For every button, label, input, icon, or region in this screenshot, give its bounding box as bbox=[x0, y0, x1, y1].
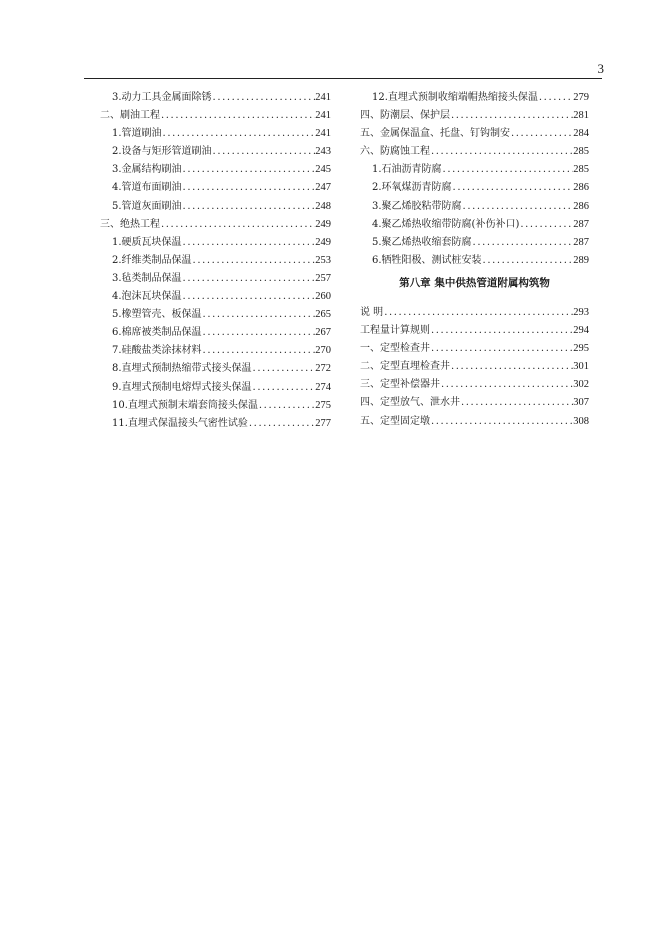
toc-entry[interactable] bbox=[100, 197, 331, 215]
toc-entry[interactable] bbox=[360, 88, 589, 106]
toc-entry-title: 1.硬质瓦块保温 bbox=[112, 236, 182, 248]
toc-entry[interactable] bbox=[100, 124, 331, 142]
toc-entry[interactable] bbox=[100, 215, 331, 233]
toc-leader-dots bbox=[182, 273, 316, 284]
toc-entry[interactable] bbox=[100, 233, 331, 251]
toc-entry-title: 二、刷油工程 bbox=[100, 110, 160, 122]
toc-entry[interactable] bbox=[360, 375, 589, 393]
toc-entry[interactable] bbox=[100, 106, 331, 124]
toc-entry-title: 4.泡沫瓦块保温 bbox=[112, 291, 182, 303]
toc-leader-dots bbox=[202, 327, 316, 338]
toc-leader-dots bbox=[252, 382, 316, 393]
toc-entry-page: 241 bbox=[315, 92, 331, 103]
toc-entry-page: 279 bbox=[573, 92, 589, 103]
toc-entry[interactable] bbox=[360, 339, 589, 357]
toc-leader-dots bbox=[519, 219, 573, 230]
toc-entry-page: 245 bbox=[315, 164, 331, 176]
toc-entry-page: 293 bbox=[573, 306, 589, 318]
toc-entry[interactable] bbox=[100, 414, 331, 432]
toc-entry-page: 249 bbox=[315, 236, 331, 248]
toc-entry-page: 307 bbox=[573, 397, 589, 409]
toc-entry-page: 308 bbox=[573, 415, 589, 427]
toc-entry-title: 3.动力工具金属面除锈 bbox=[112, 92, 212, 103]
toc-entry-title: 六、防腐蚀工程 bbox=[360, 146, 430, 158]
toc-entry-title: 5.管道灰面刷油 bbox=[112, 200, 182, 212]
toc-entry-title: 四、定型放气、泄水井 bbox=[360, 397, 460, 409]
toc-leader-dots bbox=[383, 307, 573, 318]
toc-entry-title: 6.牺牲阳极、测试桩安装 bbox=[372, 254, 482, 266]
toc-entry-page: 295 bbox=[573, 343, 589, 355]
toc-entry[interactable] bbox=[100, 396, 331, 414]
toc-leader-dots bbox=[450, 110, 573, 121]
toc-entry-page: 286 bbox=[573, 200, 589, 212]
toc-entry-page: 287 bbox=[573, 218, 589, 230]
toc-entry[interactable] bbox=[100, 269, 331, 287]
toc-entry-page: 265 bbox=[315, 309, 331, 321]
toc-entry[interactable] bbox=[100, 178, 331, 196]
toc-entry-page: 287 bbox=[573, 236, 589, 248]
toc-entry-page: 267 bbox=[315, 327, 331, 339]
toc-leader-dots bbox=[182, 291, 316, 302]
toc-leader-dots bbox=[252, 363, 316, 374]
toc-right-column bbox=[360, 88, 589, 430]
toc-leader-dots bbox=[248, 418, 315, 429]
toc-entry[interactable] bbox=[100, 305, 331, 323]
toc-leader-dots bbox=[182, 201, 316, 212]
toc-leader-dots bbox=[202, 309, 316, 320]
toc-leader-dots bbox=[182, 182, 316, 193]
toc-entry-page: 249 bbox=[315, 218, 331, 230]
toc-entry-title: 5.橡塑管壳、板保温 bbox=[112, 309, 202, 321]
toc-entry-title: 3.金属结构刷油 bbox=[112, 164, 182, 176]
toc-entry-page: 270 bbox=[315, 345, 331, 357]
toc-right-bottom-list bbox=[360, 303, 589, 430]
toc-leader-dots bbox=[192, 255, 316, 266]
toc-entry-title: 12.直埋式预制收缩端帽热缩接头保温 bbox=[372, 92, 538, 103]
toc-entry[interactable] bbox=[100, 251, 331, 269]
toc-entry-title: 三、绝热工程 bbox=[100, 218, 160, 230]
toc-entry-title: 7.硅酸盐类涂抹材料 bbox=[112, 345, 202, 357]
toc-entry-title: 三、定型补偿器井 bbox=[360, 379, 440, 391]
toc-entry-title: 2.环氧煤沥青防腐 bbox=[372, 182, 452, 194]
toc-entry[interactable] bbox=[100, 142, 331, 160]
toc-leader-dots bbox=[182, 164, 316, 175]
toc-entry-page: 253 bbox=[315, 254, 331, 266]
toc-leader-dots bbox=[182, 237, 316, 248]
toc-entry[interactable] bbox=[100, 287, 331, 305]
toc-entry-title: 说 明 bbox=[360, 306, 384, 318]
toc-entry-page: 281 bbox=[573, 110, 589, 122]
toc-entry[interactable] bbox=[360, 215, 589, 233]
toc-entry-title: 11.直埋式保温接头气密性试验 bbox=[112, 417, 248, 429]
toc-leader-dots bbox=[472, 237, 574, 248]
toc-entry-page: 286 bbox=[573, 182, 589, 194]
toc-entry[interactable] bbox=[360, 106, 589, 124]
header-rule bbox=[84, 78, 602, 79]
toc-leader-dots bbox=[430, 416, 573, 427]
toc-entry[interactable] bbox=[360, 197, 589, 215]
toc-entry-title: 8.直埋式预制热缩带式接头保温 bbox=[112, 363, 252, 375]
toc-entry-page: 241 bbox=[315, 110, 331, 122]
toc-entry[interactable] bbox=[360, 233, 589, 251]
toc-entry-title: 5.聚乙烯热收缩套防腐 bbox=[372, 236, 472, 248]
toc-entry-title: 1.管道刷油 bbox=[112, 128, 162, 140]
toc-entry[interactable] bbox=[360, 124, 589, 142]
toc-leader-dots bbox=[442, 164, 574, 175]
toc-entry[interactable] bbox=[360, 160, 589, 178]
toc-leader-dots bbox=[162, 128, 316, 139]
toc-entry[interactable] bbox=[360, 393, 589, 411]
toc-entry-title: 1.石油沥青防腐 bbox=[372, 164, 442, 176]
toc-leader-dots bbox=[160, 219, 315, 230]
page-number: 3 bbox=[597, 61, 604, 76]
toc-entry-page: 243 bbox=[315, 146, 331, 158]
toc-leader-dots bbox=[452, 182, 574, 193]
toc-entry-title: 10.直埋式预制末端套筒接头保温 bbox=[112, 399, 258, 411]
toc-entry-title: 9.直埋式预制电熔焊式接头保温 bbox=[112, 381, 252, 393]
toc-entry-page: 294 bbox=[573, 325, 589, 337]
toc-leader-dots bbox=[430, 343, 573, 354]
toc-entry-page: 241 bbox=[315, 128, 331, 140]
toc-leader-dots bbox=[160, 110, 315, 121]
toc-entry-page: 277 bbox=[315, 417, 331, 429]
toc-leader-dots bbox=[462, 201, 574, 212]
toc-leader-dots bbox=[510, 128, 573, 139]
toc-entry-page: 260 bbox=[315, 291, 331, 303]
toc-entry-title: 五、金属保温盒、托盘、钉钩制安 bbox=[360, 128, 510, 140]
toc-leader-dots bbox=[460, 397, 573, 408]
toc-entry-page: 285 bbox=[573, 164, 589, 176]
toc-entry[interactable] bbox=[100, 341, 331, 359]
toc-entry-page: 247 bbox=[315, 182, 331, 194]
toc-entry[interactable] bbox=[100, 359, 331, 377]
toc-leader-dots bbox=[258, 400, 315, 411]
toc-entry-page: 257 bbox=[315, 272, 331, 284]
toc-entry-title: 工程量计算规则 bbox=[360, 325, 430, 337]
toc-entry-title: 二、定型直埋检查井 bbox=[360, 361, 450, 373]
toc-leader-dots bbox=[538, 92, 573, 103]
toc-entry-title: 3.聚乙烯胶粘带防腐 bbox=[372, 200, 462, 212]
chapter-heading: 第八章 集中供热管道附属构筑物 bbox=[399, 276, 550, 289]
toc-entry-title: 一、定型检查井 bbox=[360, 343, 430, 355]
toc-entry[interactable] bbox=[360, 412, 589, 430]
toc-entry[interactable] bbox=[360, 303, 589, 321]
toc-entry-title: 4.聚乙烯热收缩带防腐(补伤补口) bbox=[372, 218, 520, 230]
toc-entry-title: 四、防潮层、保护层 bbox=[360, 110, 450, 122]
toc-leader-dots bbox=[482, 255, 574, 266]
toc-right-top-list bbox=[360, 88, 589, 269]
toc-entry-page: 285 bbox=[573, 146, 589, 158]
toc-entry-page: 284 bbox=[573, 128, 589, 140]
toc-leader-dots bbox=[430, 146, 573, 157]
toc-leader-dots bbox=[202, 345, 316, 356]
toc-entry-page: 289 bbox=[573, 254, 589, 266]
toc-entry[interactable] bbox=[100, 323, 331, 341]
toc-entry-page: 301 bbox=[573, 361, 589, 373]
toc-entry[interactable] bbox=[360, 251, 589, 269]
toc-entry-title: 4.管道布面刷油 bbox=[112, 182, 182, 194]
toc-entry[interactable] bbox=[100, 160, 331, 178]
toc-entry-title: 2.设备与矩形管道刷油 bbox=[112, 146, 212, 158]
toc-entry-page: 275 bbox=[315, 399, 331, 411]
toc-leader-dots bbox=[430, 325, 573, 336]
toc-entry-title: 五、定型固定墩 bbox=[360, 415, 430, 427]
toc-entry[interactable] bbox=[100, 88, 331, 106]
toc-entry-title: 2.纤维类制品保温 bbox=[112, 254, 192, 266]
toc-entry-page: 272 bbox=[315, 363, 331, 375]
toc-entry[interactable] bbox=[360, 178, 589, 196]
toc-entry-title: 6.棉席被类制品保温 bbox=[112, 327, 202, 339]
toc-entry-page: 274 bbox=[315, 381, 331, 393]
toc-entry[interactable] bbox=[360, 321, 589, 339]
toc-entry[interactable] bbox=[360, 357, 589, 375]
toc-entry[interactable] bbox=[360, 142, 589, 160]
toc-leader-dots bbox=[440, 379, 573, 390]
toc-entry-page: 248 bbox=[315, 200, 331, 212]
toc-leader-dots bbox=[212, 146, 316, 157]
toc-leader-dots bbox=[450, 361, 573, 372]
toc-entry-title: 3.毡类制品保温 bbox=[112, 272, 182, 284]
toc-left-column bbox=[100, 88, 331, 432]
toc-entry-page: 302 bbox=[573, 379, 589, 391]
toc-leader-dots bbox=[212, 92, 316, 103]
toc-entry[interactable] bbox=[100, 378, 331, 396]
